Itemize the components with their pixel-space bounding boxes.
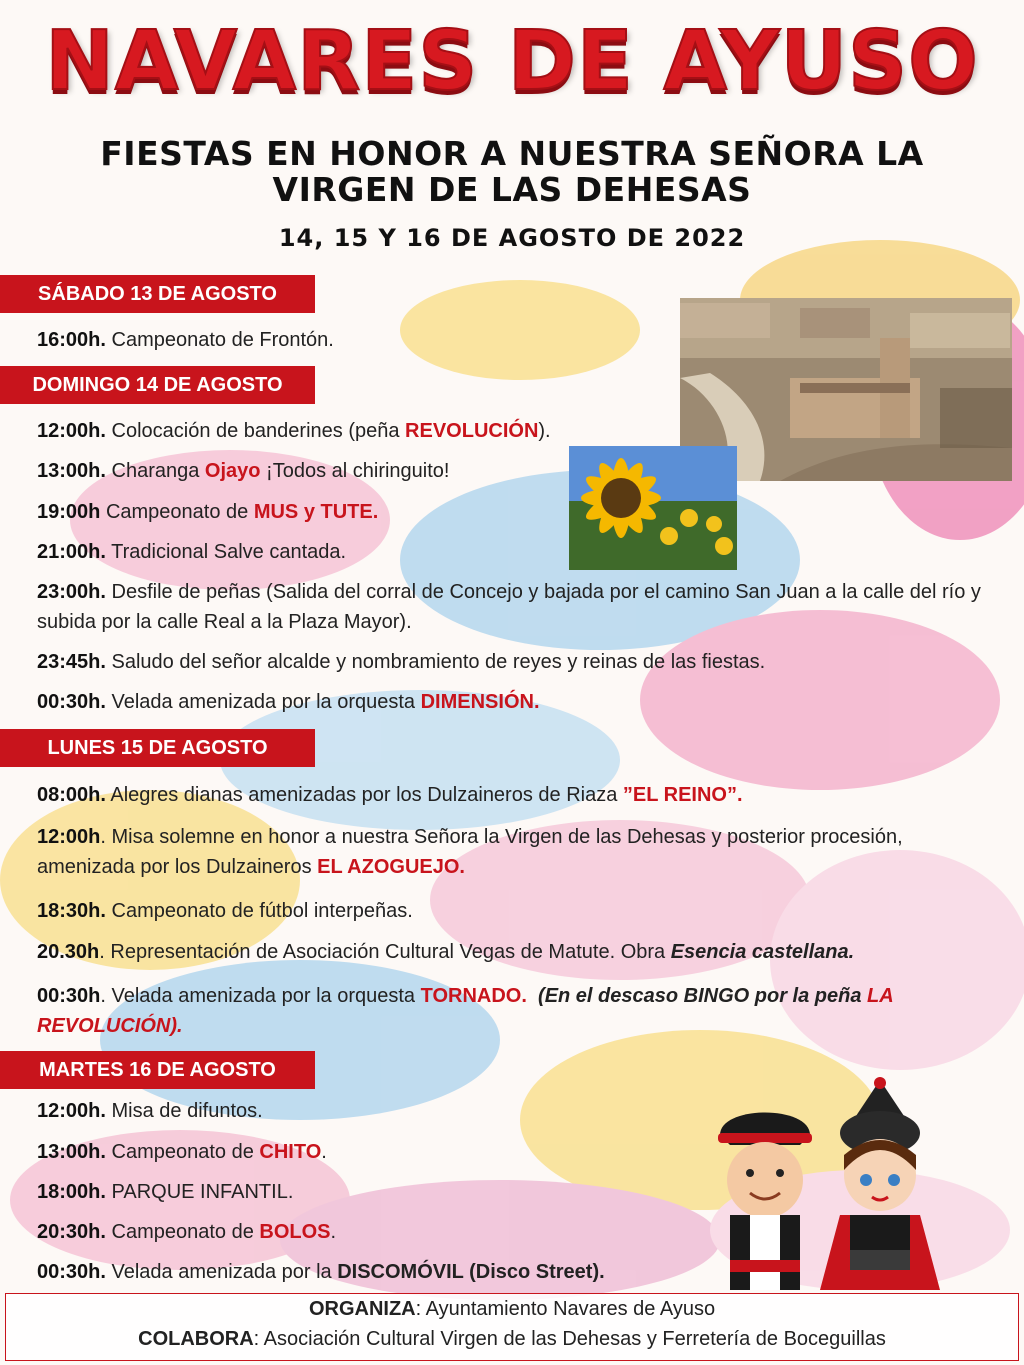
event-line: 12:00h. Colocación de banderines (peña REVOLUCIÓN). [37,420,551,442]
event-line: 00:30h. Velada amenizada por la orquesta TORNADO. (En el descaso BINGO por la peña LA REVOLUCIÓN). [37,985,893,1037]
event-line: 12:00h. Misa de difuntos. [37,1100,263,1122]
day-header-lunes: LUNES 15 DE AGOSTO [0,729,315,767]
sunflower-photo [569,446,737,570]
event-line: 19:00h Campeonato de MUS y TUTE. [37,501,379,523]
event-line: 20.30h. Representación de Asociación Cultural Vegas de Matute. Obra Esencia castellana. [37,941,855,963]
event-line: 08:00h. Alegres dianas amenizadas por los Dulzaineros de Riaza ”EL REINO”. [37,784,743,806]
day-header-sabado: SÁBADO 13 DE AGOSTO [0,275,315,313]
event-line: 12:00h. Misa solemne en honor a nuestra Señora la Virgen de las Dehesas y posterior procesión, amenizada por los Dulzaineros EL AZOGUEJO. [37,826,903,878]
day-header-martes: MARTES 16 DE AGOSTO [0,1051,315,1089]
page-title: NAVARES DE AYUSO [45,14,979,109]
event-line: 13:00h. Campeonato de CHITO. [37,1141,327,1163]
day-header-domingo: DOMINGO 14 DE AGOSTO [0,366,315,404]
page-subtitle: FIESTAS EN HONOR A NUESTRA SEÑORA LA VIRGEN DE LAS DEHESAS [100,134,924,209]
event-line: 13:00h. Charanga Ojayo ¡Todos al chiringuito! [37,460,450,482]
event-line: 00:30h. Velada amenizada por la DISCOMÓVIL (Disco Street). [37,1261,605,1283]
event-line: 18:30h. Campeonato de fútbol interpeñas. [37,900,413,922]
event-line: 18:00h. PARQUE INFANTIL. [37,1181,294,1203]
traditional-costume-children-illustration [700,1075,950,1290]
event-line: 00:30h. Velada amenizada por la orquesta DIMENSIÓN. [37,691,540,713]
event-line: 21:00h. Tradicional Salve cantada. [37,541,347,563]
event-line: 23:00h. Desfile de peñas (Salida del corral de Concejo y bajada por el camino San Juan a la calle del río y subida por la calle Real a la Plaza Mayor). [37,581,981,633]
event-line: 16:00h. Campeonato de Frontón. [37,329,334,351]
event-line: 23:45h. Saludo del señor alcalde y nombramiento de reyes y reinas de las fiestas. [37,651,766,673]
organiza-line: ORGANIZA: Ayuntamiento Navares de Ayuso [308,1298,716,1320]
credits-footer [5,1293,1019,1361]
festival-dates: 14, 15 Y 16 DE AGOSTO DE 2022 [278,224,746,252]
colabora-line: COLABORA: Asociación Cultural Virgen de las Dehesas y Ferretería de Boceguillas [138,1328,886,1350]
event-line: 20:30h. Campeonato de BOLOS. [37,1221,337,1243]
